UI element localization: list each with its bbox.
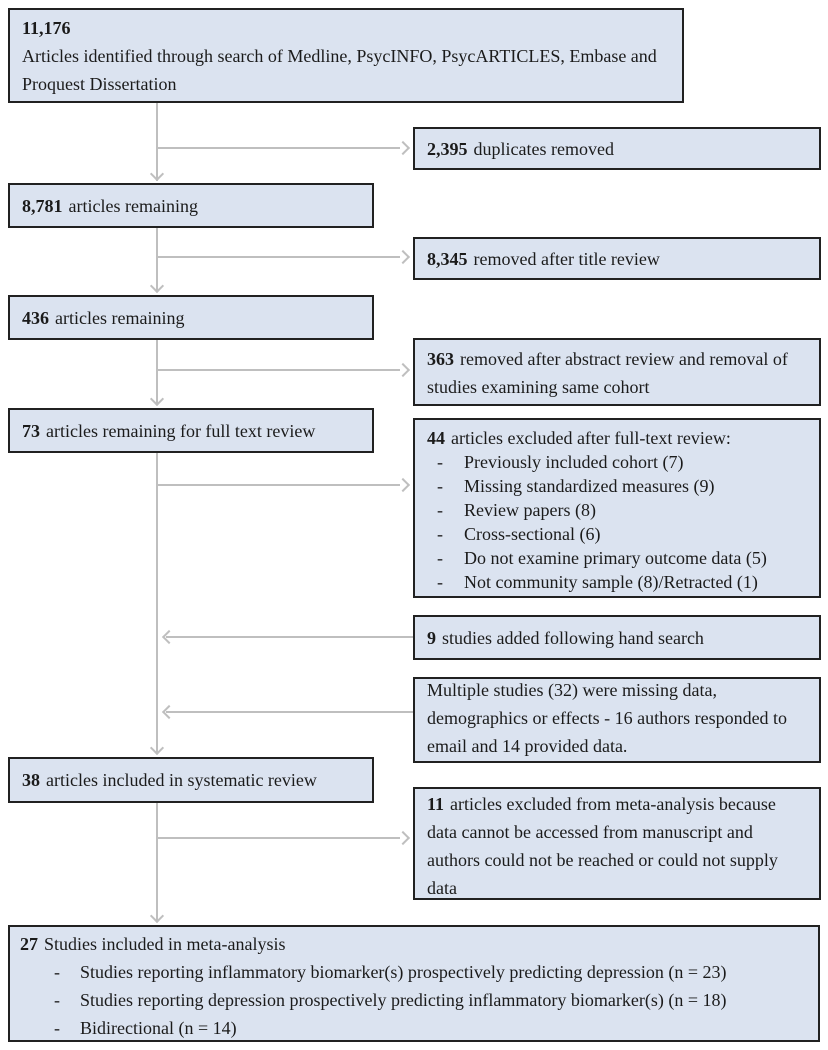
label-meta-excluded: articles excluded from meta-analysis because data cannot be accessed from manuscript and authors could not be reached or could not supply data xyxy=(427,794,778,898)
list-item xyxy=(427,570,807,594)
label-title-review: removed after title review xyxy=(473,248,660,269)
connector-branch-fulltext-excluded xyxy=(157,484,400,486)
list-item xyxy=(427,546,807,570)
label-fulltext-excluded: articles excluded after full-text review: xyxy=(451,428,731,448)
count-meta-analysis: 27 xyxy=(20,934,38,954)
list-item xyxy=(20,1014,808,1042)
arrowhead-down-1 xyxy=(150,167,164,181)
box-missing-data xyxy=(413,677,821,763)
list-item xyxy=(427,474,807,498)
label-identified: Articles identified through search of Medline, PsycINFO, PsycARTICLES, Embase and Proquest Dissertation xyxy=(22,46,657,94)
box-remaining-8781 xyxy=(8,183,374,228)
count-remaining-436: 436 xyxy=(22,307,49,328)
list-item xyxy=(427,498,807,522)
bullet-dash: - xyxy=(437,524,443,544)
label-hand-search: studies added following hand search xyxy=(442,627,704,648)
arrowhead-right-3 xyxy=(396,363,410,377)
count-abstract-review: 363 xyxy=(427,349,454,369)
connector-missing-data-in xyxy=(166,711,413,713)
count-duplicates: 2,395 xyxy=(427,138,468,159)
box-hand-search xyxy=(413,615,821,660)
box-fulltext-excluded xyxy=(413,418,821,598)
box-abstract-review-removed xyxy=(413,338,821,406)
count-remaining-8781: 8,781 xyxy=(22,195,63,216)
label-meta-analysis: Studies included in meta-analysis xyxy=(44,934,286,954)
label-remaining-436: articles remaining xyxy=(55,307,185,328)
excluded-reason: Missing standardized measures (9) xyxy=(464,476,715,496)
label-remaining-8781: articles remaining xyxy=(68,195,198,216)
connector-73-down xyxy=(156,453,158,754)
label-abstract-review: removed after abstract review and removal of studies examining same cohort xyxy=(427,349,788,397)
list-item xyxy=(427,450,807,474)
label-systematic: articles included in systematic review xyxy=(46,770,317,790)
arrowhead-right-4 xyxy=(396,478,410,492)
count-meta-excluded: 11 xyxy=(427,794,445,814)
bullet-dash: - xyxy=(437,476,443,496)
meta-subgroup: Studies reporting inflammatory biomarker(s) prospectively predicting depression (n = 23) xyxy=(80,962,727,982)
label-duplicates: duplicates removed xyxy=(473,138,614,159)
count-identified: 11,176 xyxy=(22,18,71,38)
list-item xyxy=(20,986,808,1014)
box-meta-analysis xyxy=(8,925,820,1042)
arrowhead-right-5 xyxy=(396,831,410,845)
excluded-reason: Cross-sectional (6) xyxy=(464,524,601,544)
connector-38-down xyxy=(156,803,158,922)
bullet-dash: - xyxy=(54,1018,60,1038)
meta-analysis-header xyxy=(20,930,808,958)
box-articles-identified xyxy=(8,8,684,103)
fulltext-excluded-header xyxy=(427,426,807,450)
box-meta-excluded xyxy=(413,787,821,900)
meta-subgroup: Studies reporting depression prospectively predicting inflammatory biomarker(s) (n = 18) xyxy=(80,990,727,1010)
count-hand-search: 9 xyxy=(427,627,436,648)
label-missing-data: Multiple studies (32) were missing data, demographics or effects - 16 authors responded to email and 14 provided data. xyxy=(427,679,788,756)
excluded-reason: Do not examine primary outcome data (5) xyxy=(464,548,767,568)
excluded-reason: Not community sample (8)/Retracted (1) xyxy=(464,572,758,592)
box-title-review-removed xyxy=(413,237,821,280)
bullet-dash: - xyxy=(437,572,443,592)
connector-branch-meta-excluded xyxy=(157,837,400,839)
excluded-reason: Previously included cohort (7) xyxy=(464,452,684,472)
list-item xyxy=(427,522,807,546)
count-fulltext-excluded: 44 xyxy=(427,428,445,448)
bullet-dash: - xyxy=(437,452,443,472)
bullet-dash: - xyxy=(437,548,443,568)
count-title-review: 8,345 xyxy=(427,248,468,269)
box-systematic-review xyxy=(8,757,374,803)
label-fulltext: articles remaining for full text review xyxy=(46,420,316,441)
arrowhead-left-2 xyxy=(162,705,176,719)
arrowhead-down-5 xyxy=(150,909,164,923)
arrowhead-right-2 xyxy=(396,250,410,264)
list-item xyxy=(20,958,808,986)
count-systematic: 38 xyxy=(22,770,40,790)
meta-subgroup: Bidirectional (n = 14) xyxy=(80,1018,237,1038)
arrowhead-down-2 xyxy=(150,279,164,293)
arrowhead-down-3 xyxy=(150,392,164,406)
excluded-reason: Review papers (8) xyxy=(464,500,596,520)
box-duplicates-removed xyxy=(413,127,821,170)
connector-branch-duplicates xyxy=(157,147,400,149)
connector-hand-search-in xyxy=(166,636,413,638)
bullet-dash: - xyxy=(437,500,443,520)
connector-branch-title-review xyxy=(157,256,400,258)
connector-branch-abstract-review xyxy=(157,369,400,371)
count-fulltext: 73 xyxy=(22,420,40,441)
box-remaining-436 xyxy=(8,295,374,340)
bullet-dash: - xyxy=(54,990,60,1010)
arrowhead-right-1 xyxy=(396,141,410,155)
box-fulltext-review xyxy=(8,408,374,453)
bullet-dash: - xyxy=(54,962,60,982)
arrowhead-left-1 xyxy=(162,630,176,644)
arrowhead-down-4 xyxy=(150,741,164,755)
